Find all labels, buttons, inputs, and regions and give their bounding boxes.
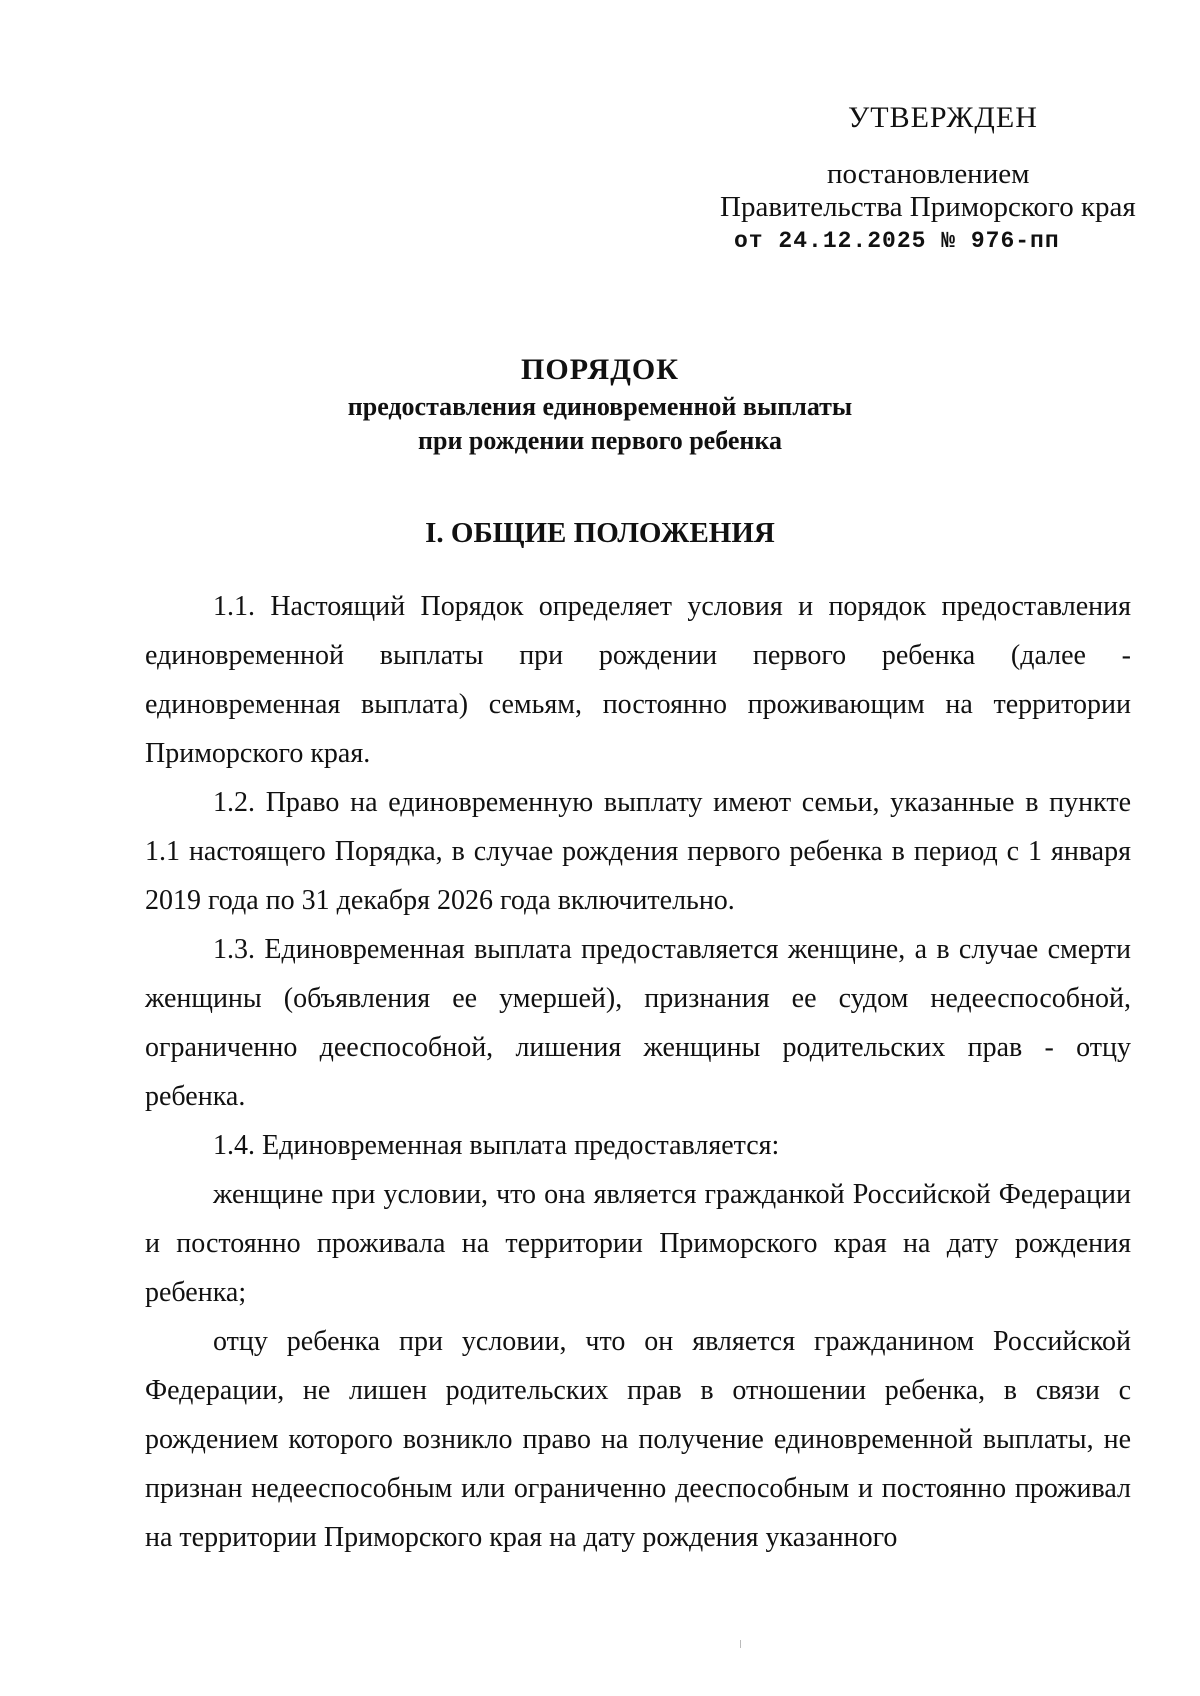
document-title bbox=[0, 350, 1200, 458]
title-line-3: при рождении первого ребенка bbox=[418, 426, 782, 455]
paragraph-1-1: 1.1. Настоящий Порядок определяет условия и порядок предоставления единовременной выплаты при рождении первого ребенка (далее - единовременная выплата) семьям, постоянно проживающим на территории Приморского края. bbox=[145, 591, 1131, 769]
paragraph-1-4: 1.4. Единовременная выплата предоставляется: bbox=[213, 1130, 780, 1161]
paragraph-1-3: 1.3. Единовременная выплата предоставляется женщине, а в случае смерти женщины (объявления ее умершей), признания ее судом недееспособной, ограниченно дееспособной, лишения женщины родительских прав - отцу ребенка. bbox=[145, 934, 1131, 1112]
scan-mark bbox=[740, 1640, 741, 1648]
section-heading: I. ОБЩИЕ ПОЛОЖЕНИЯ bbox=[425, 517, 775, 549]
document-body bbox=[145, 582, 1131, 1562]
title-line-2: предоставления единовременной выплаты bbox=[347, 392, 853, 421]
approval-heading: УТВЕРЖДЕН bbox=[848, 101, 1038, 134]
approval-date-number: от 24.12.2025 № 976-пп bbox=[734, 228, 1060, 254]
paragraph-1-2: 1.2. Право на единовременную выплату имеют семьи, указанные в пункте 1.1 настоящего Порядка, в случае рождения первого ребенка в период с 1 января 2019 года по 31 декабря 2026 года включительно. bbox=[145, 787, 1131, 916]
paragraph-woman-condition: женщине при условии, что она является гражданкой Российской Федерации и постоянно проживала на территории Приморского края на дату рождения ребенка; bbox=[145, 1179, 1131, 1308]
approval-line-government: Правительства Приморского края bbox=[720, 191, 1136, 223]
paragraph-father-condition: отцу ребенка при условии, что он является гражданином Российской Федерации, не лишен родительских прав в отношении ребенка, в связи с рождением которого возникло право на получение единовременной выплаты, не признан недееспособным или ограниченно дееспособным и постоянно проживал на территории Приморского края на дату рождения указанного bbox=[145, 1326, 1131, 1553]
title-line-1: ПОРЯДОК bbox=[521, 353, 679, 386]
approval-line-resolution: постановлением bbox=[827, 158, 1030, 190]
